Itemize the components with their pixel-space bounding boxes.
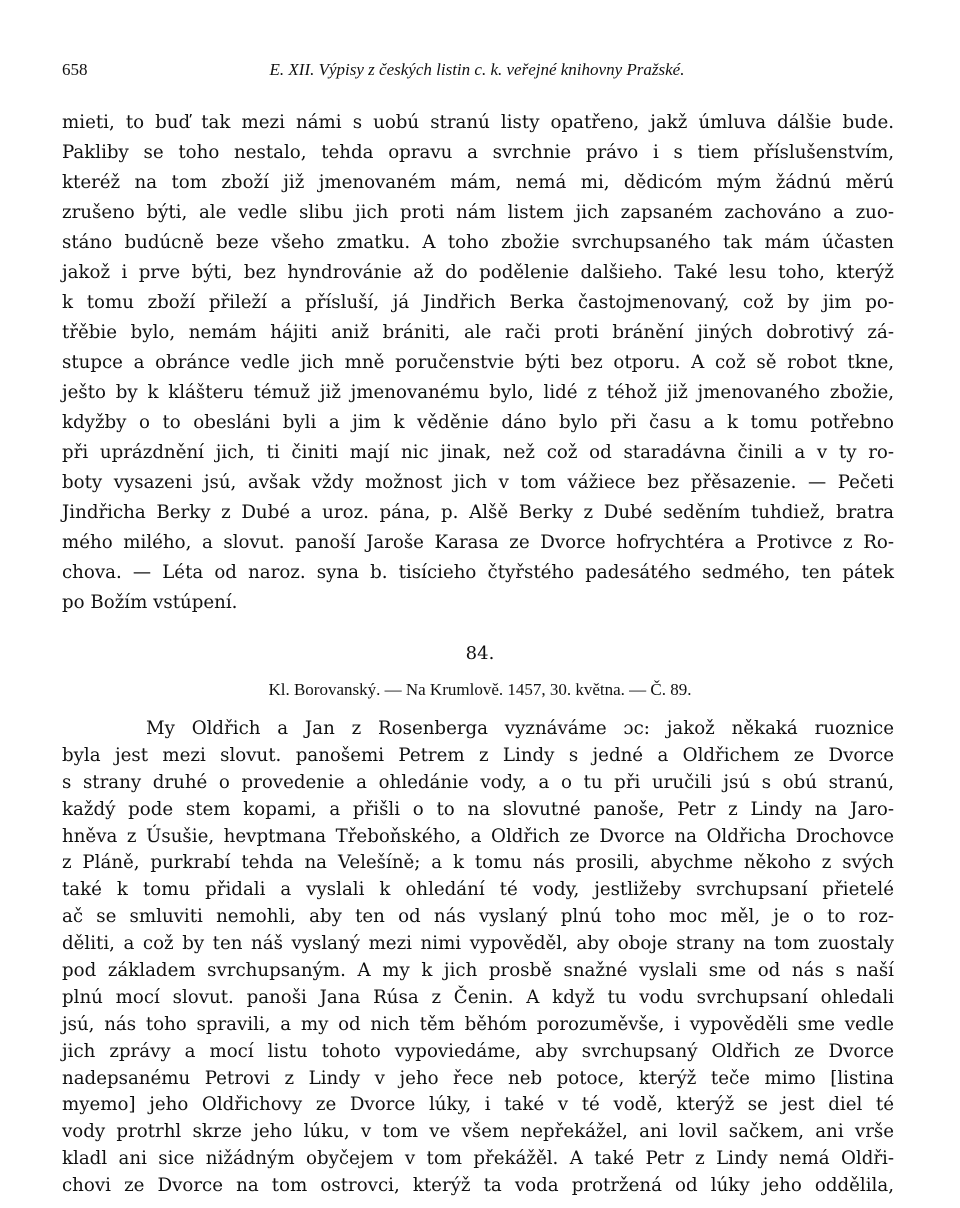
text-line: ješto by k klášteru témuž již jmenovanému bylo, lidé z téhož již jmenovaného zbožie, bbox=[62, 382, 894, 403]
text-line: pod základem svrchupsaným. A my k jich prosbě snažné vyslali sme od nás s naší bbox=[62, 960, 894, 981]
text-line: myemo] jeho Oldřichovy ze Dvorce lúky, i také v té vodě, kterýž se jest diel té bbox=[62, 1094, 894, 1116]
text-line: mieti, to buď tak mezi námi s uobú stranú listy opatřeno, jakž úmluva dálšie bude. bbox=[62, 112, 894, 133]
text-line: mého milého, a slovut. panoší Jaroše Karasa ze Dvorce hofrychtéra a Protivce z Ro- bbox=[62, 532, 894, 553]
text-line: kladl ani sice nižádným obyčejem v tom překážěl. A také Petr z Lindy nemá Oldři- bbox=[62, 1148, 894, 1170]
section-source: Kl. Borovanský. — Na Krumlově. 1457, 30. května. — Č. 89. bbox=[268, 680, 692, 699]
text-line: byla jest mezi slovut. panošemi Petrem z Lindy s jedné a Oldřichem ze Dvorce bbox=[62, 744, 894, 766]
text-line: vody protrhl skrze jeho lúku, v tom ve všem nepřekážel, ani lovil sačkem, ani vrše bbox=[62, 1121, 894, 1143]
text-line: chovi ze Dvorce na tom ostrovci, kterýž ta voda protržená od lúky jeho oddělila, bbox=[62, 1175, 894, 1197]
text-line: Pakliby se toho nestalo, tehda opravu a svrchnie právo i s tiem příslušenstvím, bbox=[62, 142, 894, 163]
text-line: stáno budúcně beze všeho zmatku. A toho zbožie svrchupsaného tak mám účasten bbox=[62, 232, 894, 253]
text-line: také k tomu přidali a vyslali k ohledání té vody, jestližeby svrchupsaní přietelé bbox=[62, 879, 894, 901]
text-line: k tomu zboží přileží a přísluší, já Jindřich Berka častojmenovaný, což by jim po- bbox=[62, 292, 894, 313]
text-line: boty vysazeni jsú, avšak vždy možnost jich v tom vážiece bez přěsazenie. — Pečeti bbox=[62, 472, 894, 493]
page-number: 658 bbox=[62, 60, 88, 79]
text-line: s strany druhé o provedenie a ohledánie vody, a o tu při uručili jsú s obú stranú, bbox=[62, 771, 894, 793]
text-line: zrušeno býti, ale vedle slibu jich proti nám listem jich zapsaném zachováno a zuo- bbox=[62, 202, 894, 223]
text-line: plnú mocí slovut. panoši Jana Rúsa z Čenin. A když tu vodu svrchupsaní ohledali bbox=[62, 986, 894, 1008]
text-line: jsú, nás toho spravili, a my od nich těm běhóm porozuměvše, i vypověděli sme vedle bbox=[62, 1013, 894, 1035]
running-header bbox=[62, 60, 892, 84]
text-line: Jindřicha Berky z Dubé a uroz. pána, p. Alšě Berky z Dubé seděním tuhdiež, bratra bbox=[62, 502, 894, 523]
text-line: My Oldřich a Jan z Rosenberga vyznáváme ɔc: jakož někaká ruoznice bbox=[146, 718, 894, 739]
text-line: děliti, a což by ten náš vyslaný mezi nimi vypověděl, aby oboje strany na tom zuostaly bbox=[62, 933, 894, 955]
text-line: stupce a obránce vedle jich mně poručenstvie býti bez otporu. A což sě robot tkne, bbox=[62, 352, 894, 373]
text-line: při uprázdnění jich, ti činiti mají nic jinak, než což od staradávna činili a v ty ro- bbox=[62, 442, 894, 463]
text-line: ač se smluviti nemohli, aby ten od nás vyslaný plnú toho moc měl, je o to roz- bbox=[62, 906, 894, 928]
text-line: každý pode stem kopami, a přišli o to na slovutné panoše, Petr z Lindy na Jaro- bbox=[62, 798, 894, 820]
text-line: jich zprávy a mocí listu tohoto vypoviedáme, aby svrchupsaný Oldřich ze Dvorce bbox=[62, 1040, 894, 1062]
text-line: kdyžby o to obesláni byli a jim k věděnie dáno bylo při času a k tomu potřebno bbox=[62, 412, 894, 433]
running-title: E. XII. Výpisy z českých listin c. k. veřejné knihovny Pražské. bbox=[269, 60, 685, 79]
text-line: hněva z Úsušie, hevptmana Třeboňského, a Oldřich ze Dvorce na Oldřicha Drochovce bbox=[62, 825, 894, 847]
text-line: nadepsanému Petrovi z Lindy v jeho řece neb potoce, kterýž teče mimo [listina bbox=[62, 1067, 894, 1089]
section-number: 84. bbox=[465, 643, 495, 664]
text-line: po Božím vstúpení. bbox=[62, 592, 238, 613]
text-line: jakož i prve býti, bez hyndrovánie až do podělenie dalšieho. Také lesu toho, kterýž bbox=[62, 262, 894, 283]
text-line: třěbie bylo, nemám hájiti aniž brániti, ale rači proti bránění jiných dobrotivý zá- bbox=[62, 322, 894, 343]
text-line: kteréž na tom zboží již jmenovaném mám, nemá mi, dědicóm mým žádnú měrú bbox=[62, 172, 894, 193]
text-line: z Pláně, purkrabí tehda na Velešíně; a k tomu nás prosili, abychme někoho z svých bbox=[62, 852, 894, 874]
text-line: chova. — Léta od naroz. syna b. tisícieho čtyřstého padesátého sedmého, ten pátek bbox=[62, 562, 894, 583]
